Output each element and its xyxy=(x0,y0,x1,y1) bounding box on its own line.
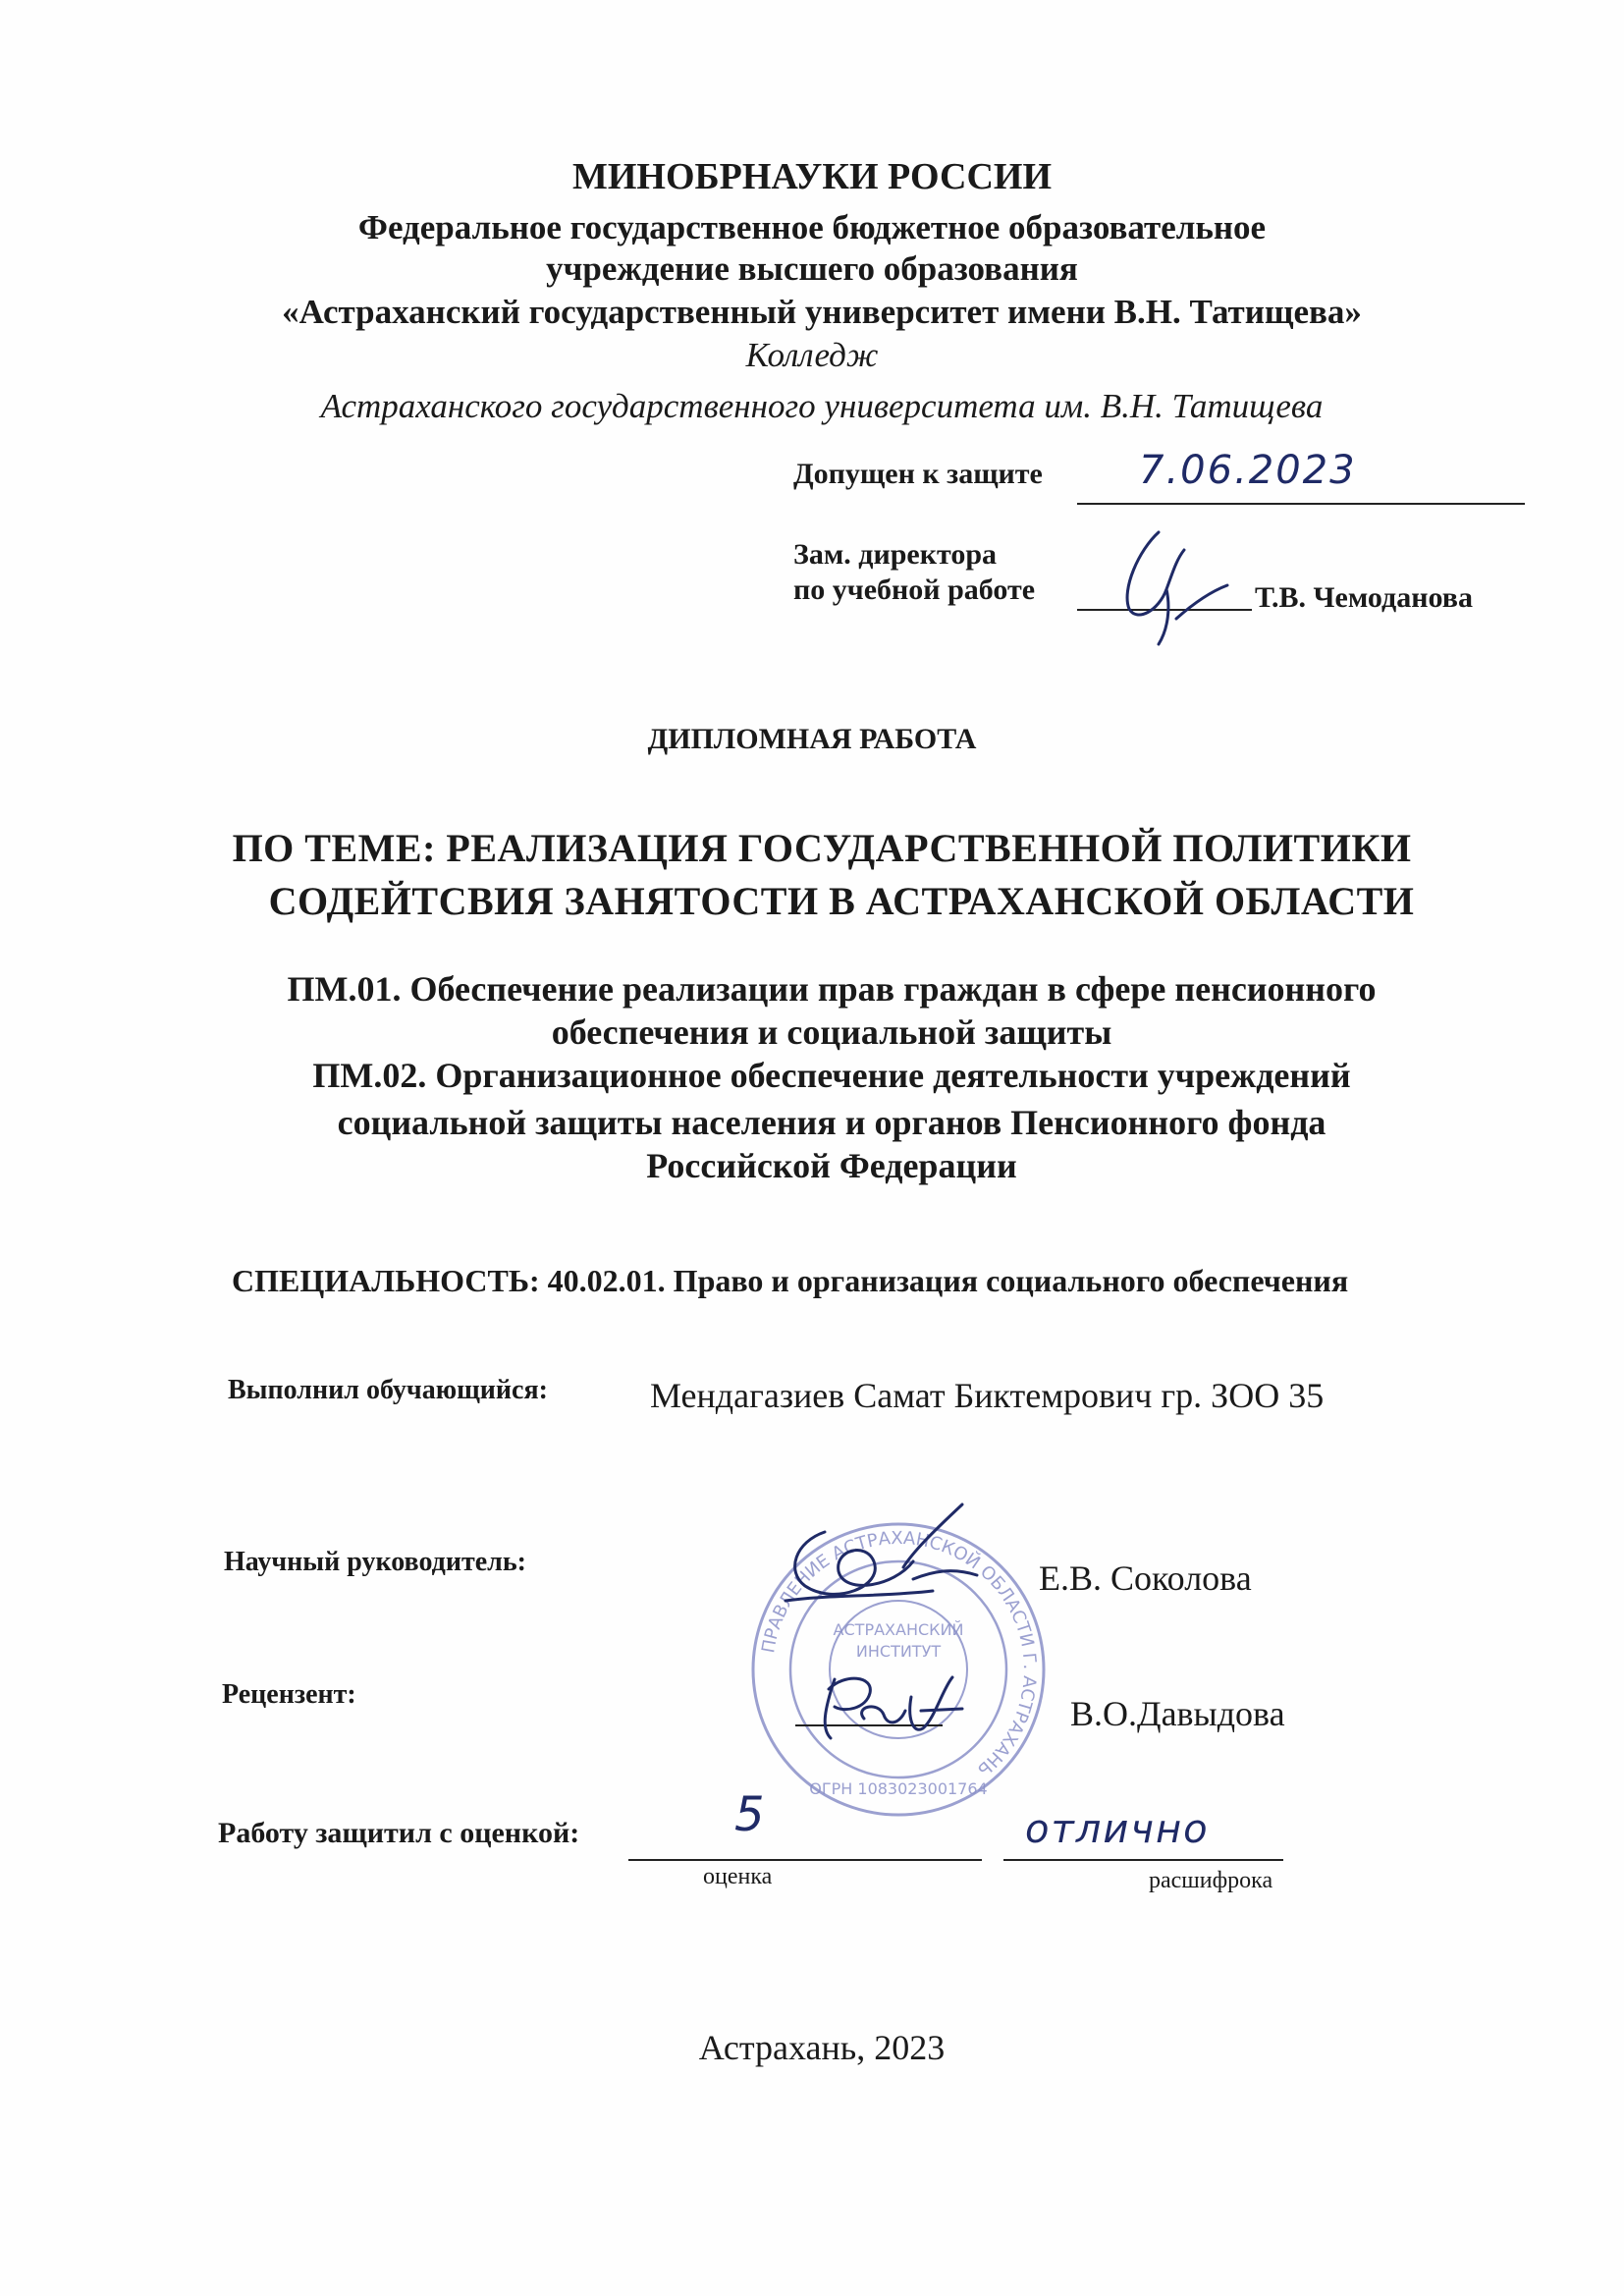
work-type: ДИПЛОМНАЯ РАБОТА xyxy=(647,723,977,755)
grade-label: Работу защитил с оценкой: xyxy=(218,1817,580,1849)
deputy-title-line-1: Зам. директора xyxy=(793,538,998,571)
pm01-line-2: обеспечения и социальной защиты xyxy=(551,1012,1112,1052)
supervisor-signature xyxy=(766,1493,992,1620)
grade-value-line xyxy=(628,1859,982,1861)
college-line-2: Астраханского государственного университета им. В.Н. Татищева xyxy=(320,387,1324,425)
pm02-line-3: Российской Федерации xyxy=(646,1146,1017,1185)
admitted-date-handwritten: 7.06.2023 xyxy=(1139,448,1357,493)
grade-text-handwritten: отлично xyxy=(1025,1807,1210,1852)
university-name: «Астраханский государственный университет имени В.Н. Татищева» xyxy=(282,293,1362,331)
supervisor-name: Е.В. Соколова xyxy=(1039,1558,1252,1598)
admitted-label: Допущен к защите xyxy=(793,458,1043,490)
reviewer-signature xyxy=(805,1650,982,1758)
org-line-2: учреждение высшего образования xyxy=(546,249,1078,288)
reviewer-label: Рецензент: xyxy=(222,1679,356,1710)
stamp-ogrn: ОГРН 1083023001764 xyxy=(809,1779,988,1798)
pm02-line-2: социальной защиты населения и органов Пенсионного фонда xyxy=(337,1103,1326,1142)
supervisor-label: Научный руководитель: xyxy=(224,1547,526,1577)
reviewer-name: В.О.Давыдова xyxy=(1070,1694,1285,1733)
org-line-1: Федеральное государственное бюджетное образовательное xyxy=(357,208,1267,246)
pm02-line-1: ПМ.02. Организационное обеспечение деятельности учреждений xyxy=(312,1056,1351,1095)
ministry-title: МИНОБРНАУКИ РОССИИ xyxy=(571,156,1053,197)
grade-value-handwritten: 5 xyxy=(734,1787,767,1842)
city-year: Астрахань, 2023 xyxy=(698,2028,946,2067)
topic-line-1: ПО ТЕМЕ: РЕАЛИЗАЦИЯ ГОСУДАРСТВЕННОЙ ПОЛИТИКИ xyxy=(232,826,1412,870)
grade-text-line xyxy=(1003,1859,1283,1861)
deputy-signature xyxy=(1100,520,1237,648)
college-line-1: Колледж xyxy=(745,336,879,374)
grade-value-caption: оценка xyxy=(703,1864,773,1889)
admitted-date-line xyxy=(1077,503,1525,505)
stamp-outer-text: ПРАВЛЕНИЕ АСТРАХАНСКОЙ ОБЛАСТИ Г. АСТРАХАНЬ xyxy=(758,1527,1041,1780)
topic-line-2: СОДЕЙТСВИЯ ЗАНЯТОСТИ В АСТРАХАНСКОЙ ОБЛАСТИ xyxy=(268,879,1415,923)
student-label: Выполнил обучающийся: xyxy=(228,1375,548,1405)
pm01-line-1: ПМ.01. Обеспечение реализации прав граждан в сфере пенсионного xyxy=(287,969,1377,1009)
specialty: СПЕЦИАЛЬНОСТЬ: 40.02.01. Право и организация социального обеспечения xyxy=(232,1263,1349,1298)
deputy-name: Т.В. Чемоданова xyxy=(1255,581,1473,614)
student-value: Мендагазиев Самат Биктемрович гр. ЗОО 35 xyxy=(650,1376,1325,1415)
stamp-inner-line-1: АСТРАХАНСКИЙ xyxy=(833,1620,964,1639)
deputy-title-line-2: по учебной работе xyxy=(793,574,1036,606)
grade-text-caption: расшифрока xyxy=(1149,1868,1273,1893)
stamp-inner-line-2: ИНСТИТУТ xyxy=(855,1642,942,1661)
